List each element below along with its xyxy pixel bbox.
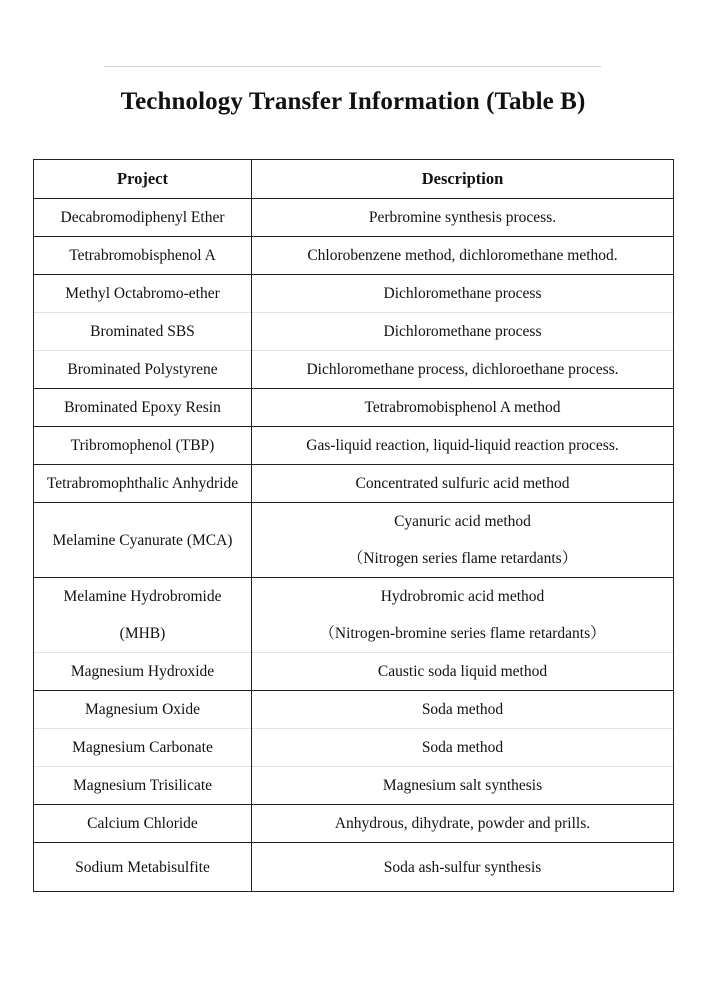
table-row: [34, 199, 674, 237]
description-cell: [252, 465, 674, 503]
project-cell-text: Magnesium Carbonate: [72, 739, 213, 756]
project-cell-text: Sodium Metabisulfite: [75, 858, 210, 876]
description-cell-text: Dichloromethane process: [383, 323, 542, 340]
project-cell-text: Brominated Epoxy Resin: [64, 399, 221, 416]
description-cell: [252, 653, 674, 691]
project-cell-text: Magnesium Trisilicate: [72, 777, 213, 794]
project-cell: [34, 313, 252, 351]
description-cell: [252, 767, 674, 805]
project-cell: [34, 578, 252, 653]
project-cell: [34, 199, 252, 237]
description-cell: [252, 351, 674, 389]
project-cell: [34, 275, 252, 313]
table-row: [34, 653, 674, 691]
description-cell-text: Caustic soda liquid method: [377, 663, 548, 680]
table-row: [34, 578, 674, 653]
description-cell-text: （Nitrogen series flame retardants）: [347, 550, 578, 567]
project-cell: [34, 729, 252, 767]
project-cell-text: Brominated Polystyrene: [67, 361, 218, 378]
description-cell: [252, 843, 674, 892]
project-cell: [34, 503, 252, 578]
header-description: Description: [252, 160, 674, 199]
table-row: [34, 465, 674, 503]
project-cell: [34, 767, 252, 805]
document-title: Technology Transfer Information (Table B): [120, 88, 586, 115]
description-cell: [252, 729, 674, 767]
description-cell: [252, 199, 674, 237]
description-cell-text: Concentrated sulfuric acid method: [355, 475, 570, 492]
description-cell: [252, 805, 674, 843]
description-cell: [252, 578, 674, 653]
header-project: Project: [34, 160, 252, 199]
description-cell-text: Chlorobenzene method, dichloromethane method.: [307, 247, 618, 264]
table-row: [34, 729, 674, 767]
description-cell-text: Tetrabromobisphenol A method: [364, 399, 561, 416]
project-cell-text: Melamine Cyanurate (MCA): [52, 531, 233, 549]
project-cell-text: Tribromophenol (TBP): [70, 437, 215, 454]
table-row: [34, 767, 674, 805]
project-cell: [34, 427, 252, 465]
project-cell-text: Magnesium Oxide: [85, 701, 200, 718]
project-cell-text: Calcium Chloride: [87, 815, 198, 832]
description-cell: [252, 427, 674, 465]
description-cell-text: Gas-liquid reaction, liquid-liquid reaction process.: [306, 437, 619, 454]
project-cell-text: Tetrabromophthalic Anhydride: [46, 475, 239, 492]
table-row: [34, 275, 674, 313]
project-cell-text: Magnesium Hydroxide: [70, 663, 215, 680]
project-cell-text: Brominated SBS: [90, 323, 195, 340]
project-cell-text: Tetrabromobisphenol A: [69, 247, 216, 264]
project-cell: [34, 653, 252, 691]
description-cell: [252, 275, 674, 313]
description-cell-text: Soda ash-sulfur synthesis: [383, 858, 542, 876]
project-cell: [34, 465, 252, 503]
project-cell: [34, 351, 252, 389]
table-row: [34, 805, 674, 843]
description-cell-text: Anhydrous, dihydrate, powder and prills.: [334, 815, 591, 832]
project-cell-text: Methyl Octabromo-ether: [65, 285, 220, 302]
project-cell: [34, 843, 252, 892]
description-cell: [252, 389, 674, 427]
description-cell-text: Hydrobromic acid method: [380, 588, 545, 605]
description-cell: [252, 503, 674, 578]
description-cell-text: Perbromine synthesis process.: [368, 209, 557, 226]
project-cell: [34, 691, 252, 729]
description-cell-text: Cyanuric acid method: [394, 513, 531, 530]
table-row: [34, 313, 674, 351]
description-cell-text: Dichloromethane process, dichloroethane process.: [306, 361, 619, 378]
description-cell-text: Magnesium salt synthesis: [382, 777, 543, 794]
table-header-row: [34, 160, 674, 199]
table-row: [34, 389, 674, 427]
table-row: [34, 237, 674, 275]
table-row: [34, 843, 674, 892]
top-divider: [104, 66, 601, 67]
description-cell-text: Dichloromethane process: [383, 285, 542, 302]
project-cell-text: Melamine Hydrobromide: [63, 588, 222, 605]
table-row: [34, 427, 674, 465]
project-cell: [34, 805, 252, 843]
description-cell-text: （Nitrogen-bromine series flame retardants）: [319, 625, 606, 642]
description-cell-text: Soda method: [421, 739, 504, 756]
project-cell-text: Decabromodiphenyl Ether: [60, 209, 225, 226]
project-cell: [34, 237, 252, 275]
table-row: [34, 691, 674, 729]
table-row: [34, 503, 674, 578]
description-cell: [252, 237, 674, 275]
table-row: [34, 351, 674, 389]
description-cell: [252, 313, 674, 351]
description-cell: [252, 691, 674, 729]
technology-table: [33, 159, 674, 892]
description-cell-text: Soda method: [421, 701, 504, 718]
project-cell-text: (MHB): [119, 625, 166, 642]
project-cell: [34, 389, 252, 427]
